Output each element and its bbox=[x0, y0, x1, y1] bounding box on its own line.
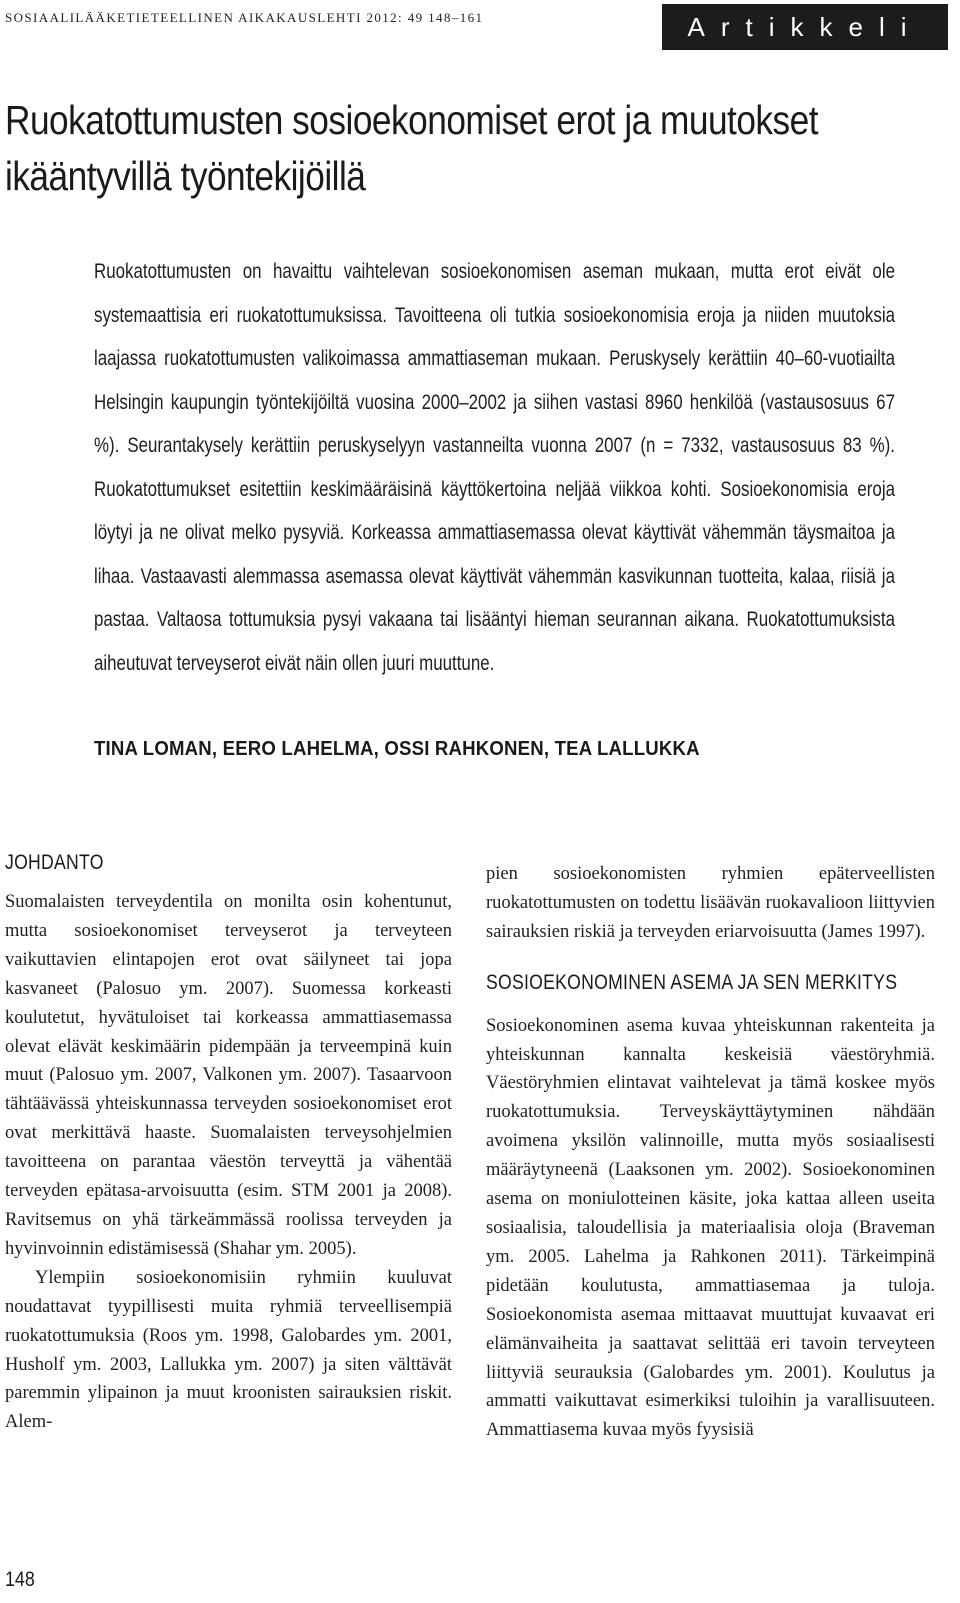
body-paragraph: pien sosioekonomisten ryhmien epäterveellisten ruokatottumusten on todettu lisäävän ruokavalioon liittyvien sairauksien riskiä ja terveyden eriarvoisuutta (James 1997). bbox=[486, 864, 935, 942]
title-line-2: ikääntyvillä työntekijöillä bbox=[5, 153, 366, 199]
body-paragraph: Suomalaisten terveydentila on monilta osin kohentunut, mutta sosioekonomiset terveyserot ja terveyteen vaikuttavien elintapojen erot ovat säilyneet tai jopa kasvaneet (Palosuo ym. 2007). Suomessa korkeasti koulutetut, hyvätuloiset tai korkeassa ammattiasemassa olevat elävät keskimäärin pidempään ja terveempinä kuin muut (Palosuo ym. 2007, Valkonen ym. 2007). Tasaarvoon tähtäävässä yhteiskunnassa terveyden sosioekonomiset erot ovat merkittävä haaste. Suomalaisten terveysohjelmien tavoitteena on parantaa väestön terveyttä ja vähentää terveyden epätasa-arvoisuutta (esim. STM 2001 ja 2008). Ravitsemus on yhä tärkeämmässä roolissa terveyden ja hyvinvoinnin edistämisessä (Shahar ym. 2005). bbox=[5, 892, 452, 1259]
article-title bbox=[5, 92, 899, 204]
section-heading-ses: SOSIOEKONOMINEN ASEMA JA SEN MERKITYS bbox=[486, 970, 898, 994]
section-label: Artikkeli bbox=[662, 4, 948, 50]
right-column bbox=[486, 860, 935, 1445]
body-paragraph: Ylempiin sosioekonomisiin ryhmiin kuuluvat noudattavat tyypillisesti muita ryhmiä terveellisempiä ruokatottumuksia (Roos ym. 1998, Galobardes ym. 2001, Husholf ym. 2003, Lallukka ym. 2007) ja siten välttävät paremmin ylipainon ja muut kroonisten sairauksien riskit. Alem- bbox=[5, 1267, 452, 1433]
body-paragraph: Sosioekonominen asema kuvaa yhteiskunnan rakenteita ja yhteiskunnan kannalta keskeisiä väestöryhmiä. Väestöryhmien elintavat vaihtelevat ja tämä koskee myös ruokatottumuksia. Terveyskäyttäytyminen nähdään avoimena yksilön valinnoille, mutta myös sosiaalisesti määräytyneenä (Laaksonen ym. 2002). Sosioekonominen asema on moniulotteinen käsite, joka kattaa alleen useita sosiaalisia, taloudellisia ja materiaalisia oloja (Braveman ym. 2005. Lahelma ja Rahkonen 2011). Tärkeimpinä pidetään koulutusta, ammattiasemaa ja tuloja. Sosioekonomista asemaa mittaavat muuttujat kuvaavat eri elämänvaiheita ja saattavat selittää eri tavoin terveyteen liittyviä seurauksia (Galobardes ym. 2001). Koulutus ja ammatti vaikuttavat esimerkiksi tuloihin ja varallisuuteen. Ammattiasema kuvaa myös fyysisiä bbox=[486, 1015, 935, 1441]
page-number: 148 bbox=[5, 1568, 35, 1591]
left-column bbox=[5, 888, 452, 1437]
title-line-1: Ruokatottumusten sosioekonomiset erot ja muutokset bbox=[5, 97, 819, 143]
abstract: Ruokatottumusten on havaittu vaihtelevan sosioekonomisen aseman mukaan, mutta erot eivät ole systemaattisia eri ruokatottumuksissa. Tavoitteena oli tutkia sosioekonomisia eroja ja niiden muutoksia laajassa ruokatottumusten valikoimassa ammattiaseman mukaan. Peruskysely kerättiin 40–60-vuotiailta Helsingin kaupungin työntekijöiltä vuosina 2000–2002 ja siihen vastasi 8960 henkilöä (vastausosuus 67 %). Seurantakysely kerättiin peruskyselyyn vastanneilta vuonna 2007 (n = 7332, vastausosuus 83 %). Ruokatottumukset esitettiin keskimääräisinä käyttökertoina neljää viikkoa kohti. Sosioekonomisia eroja löytyi ja ne olivat melko pysyviä. Korkeassa ammattiasemassa olevat käyttivät vähemmän täysmaitoa ja lihaa. Vastaavasti alemmassa asemassa olevat käyttivät vähemmän kasvikunnan tuotteita, kalaa, riisiä ja pastaa. Valtaosa tottumuksia pysyi vakaana tai lisääntyi hieman seurannan aikana. Ruokatottumuksista aiheutuvat terveyserot eivät näin ollen juuri muuttune. bbox=[94, 260, 895, 675]
section-heading-intro: JOHDANTO bbox=[5, 851, 104, 874]
author-list: TINA LOMAN, EERO LAHELMA, OSSI RAHKONEN, TEA LALLUKKA bbox=[94, 738, 700, 760]
journal-header: SOSIAALILÄÄKETIETEELLINEN AIKAKAUSLEHTI 2012: 49 148–161 bbox=[5, 10, 484, 25]
